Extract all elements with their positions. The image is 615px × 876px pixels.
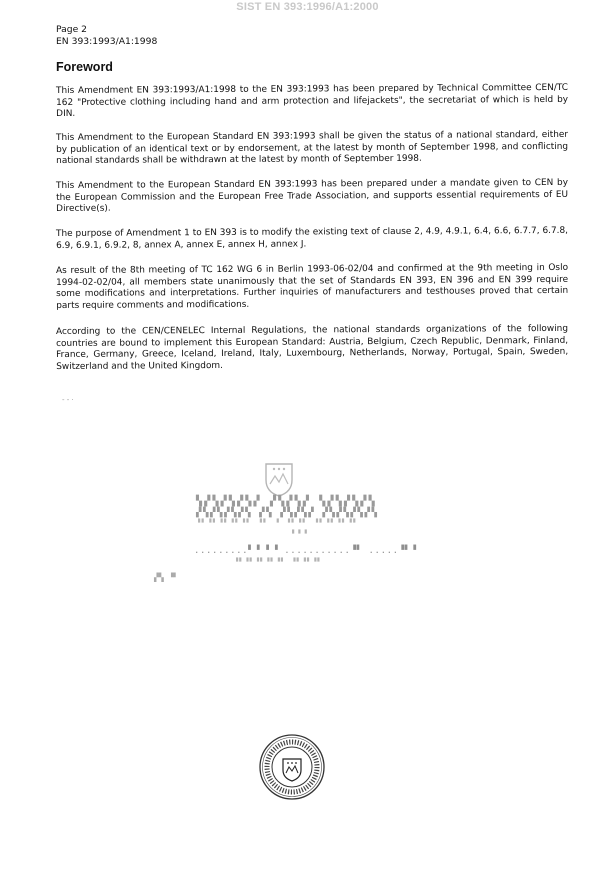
paragraph-1: This Amendment EN 393:1993/A1:1998 to the EN 393:1993 has been prepared by Technical Committee CEN/TC 162 "Protective clothing including hand and arm protection and lifejackets", the secretariat of which is held by DIN. bbox=[56, 82, 569, 120]
paragraph-2: This Amendment to the European Standard EN 393:1993 shall be given the status of a national standard, either by publication of an identical text or by endorsement, at the latest by month of September 1998, and conflicting national standards shall be withdrawn at the latest by month of September 1998. bbox=[56, 129, 569, 167]
page-number: Page 2 bbox=[56, 24, 88, 35]
paragraph-6: According to the CEN/CENELEC Internal Regulations, the national standards organizations of the following countries are bound to implement this European Standard: Austria, Belgium, Czech Republic, Denmark, Finland, France, Germany, Greece, Iceland, Ireland, Italy, Luxembourg, Netherlands, Norway, Portugal, Spain, Sweden, Switzerland and the United Kingdom. bbox=[56, 323, 569, 372]
document-id: EN 393:1993/A1:1998 bbox=[56, 36, 158, 47]
stamp-line-2: ▞▚▞▚▞▚▞▚ ▞▚ ▞▚▞▚▞ ▞▚▞▚▞▚▞▚ bbox=[196, 508, 379, 518]
stamp-line-4: ▝ ▘▝ bbox=[290, 530, 307, 538]
section-title: Foreword bbox=[56, 60, 113, 74]
stamp-date-line: .........▘▝ ▘▝ ...........▝▘ .....▝▘▝ bbox=[194, 546, 417, 556]
stamp-line-1: ▚▞▚▞▚▞▚▞ ▞▚▞▚▞ ▚▞▚▞▚▞▚ bbox=[196, 496, 377, 507]
official-seal-icon bbox=[258, 733, 326, 801]
registration-stamp bbox=[150, 458, 450, 588]
stamp-mark: ▞▚ ▝▘ bbox=[154, 573, 179, 582]
stamp-line-3: ▝▘▝▘▝▘▝▘▝▘ ▝▘ ▝ ▝▘▝▘ ▝▘▝▘▝▘▝▘ bbox=[196, 519, 359, 527]
stamp-line-5: ▝▘▝▘▝▘▝▘▝▘ ▝▘▝▘▝▘ bbox=[234, 558, 323, 566]
paragraph-4: The purpose of Amendment 1 to EN 393 is to modify the existing text of clause 2, 4.9, 4.9.1, 6.4, 6.6, 6.7.7, 6.7.8, 6.9, 6.9.1, 6.9.2, 8, annex A, annex E, annex H, annex J. bbox=[56, 225, 569, 251]
paragraph-5: As result of the 8th meeting of TC 162 WG 6 in Berlin 1993-06-02/04 and confirmed at the 9th meeting in Oslo 1994-02-02/04, all members state unanimously that the set of Standards EN 393, EN 396 and EN 399 require some modifications and interpretations. Further inquiries of manufacturers and testhouses proved that certain parts require comments and modifications. bbox=[56, 262, 569, 311]
paragraph-3: This Amendment to the European Standard EN 393:1993 has been prepared under a mandate given to CEN by the European Commission and the European Free Trade Association, and supports essential requirements of EU Directive(s). bbox=[56, 177, 569, 215]
coat-of-arms-icon bbox=[262, 458, 296, 498]
scan-mark: - - · bbox=[62, 396, 74, 404]
document-watermark: SIST EN 393:1996/A1:2000 bbox=[236, 1, 379, 13]
